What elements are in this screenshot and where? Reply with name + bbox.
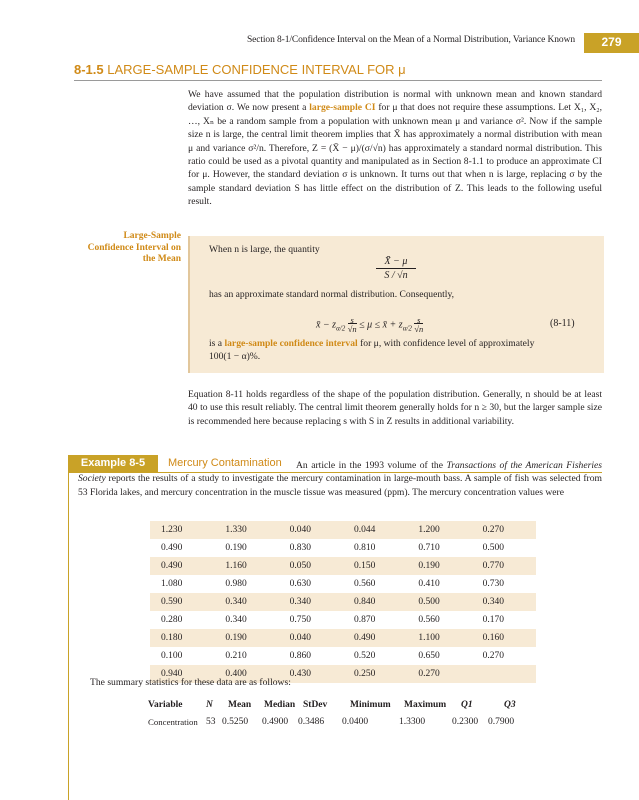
table-cell: 0.410 (418, 579, 440, 589)
concl-text-3: 100(1 − α)%. (209, 351, 261, 362)
table-cell: 0.810 (353, 543, 376, 553)
table-cell: 0.250 (343, 665, 407, 683)
section-heading (74, 62, 602, 81)
example-label: Example 8-5 (68, 455, 158, 472)
concl-keyword: large-sample confidence interval (224, 338, 358, 349)
table-row (150, 575, 536, 593)
table-cell: 0.770 (472, 557, 536, 575)
summary-intro: The summary statistics for these data are as follows: (90, 677, 291, 688)
intro-text-1: We have assumed that the population distribution is normal with unknown mean and known standard deviation σ. We now present a (188, 89, 602, 114)
summary-header-stdev: StDev (303, 700, 328, 710)
example-title: Mercury Contamination (168, 457, 282, 469)
summary-value-mean: 0.5250 (222, 717, 249, 727)
table-row (150, 557, 536, 575)
example-rule (68, 455, 69, 800)
intro-text-2: for μ that does not require these assumptions. Let X₁, X₂, …, Xₙ be a random sample from a population with unknown mean μ and variance σ². Now if the sample size n is large, the central limit theorem implies that X̄ has approximately a normal distribution with mean μ and variance σ²/n. Therefore, Z = (X̄ − μ)/(σ/√n) has approximately a standard normal distribution. This ratio could be used as a pivotal quantity and manipulated as in Section 8-1.1 to produce an approximate CI for μ. However, the standard deviation σ is unknown. It turns out that when n is large, replacing σ by the sample standard deviation S has little effect on the distribution of Z. This leads to the following useful result. (188, 102, 602, 208)
summary-header-median: Median (264, 700, 296, 710)
intro-keyword: large-sample CI (309, 102, 376, 114)
summary-header-maximum: Maximum (404, 700, 447, 710)
eq-frac-1-num: s (350, 315, 354, 325)
table-cell: 0.150 (343, 557, 407, 575)
table-cell: 1.160 (214, 557, 278, 575)
ci-equation (316, 316, 423, 334)
table-cell: 0.650 (418, 651, 440, 661)
page-number: 279 (584, 33, 639, 53)
running-header (0, 33, 639, 53)
table-cell: 0.840 (343, 593, 407, 611)
example-text (78, 459, 602, 499)
table-cell: 0.180 (150, 629, 214, 647)
table-cell (472, 665, 536, 683)
summary-value-stdev: 0.3486 (298, 717, 325, 727)
example-text-2: reports the results of a study to investigate the mercury contamination in large-mouth bass. A sample of fish was selected from 53 Florida lakes, and mercury concentration in the muscle tissue was measured (ppm). The mercury concentration values were (78, 473, 602, 498)
section-title: LARGE-SAMPLE CONFIDENCE INTERVAL FOR μ (107, 62, 406, 77)
pivot-fraction (376, 256, 416, 281)
table-cell: 0.500 (482, 543, 505, 553)
table-cell: 0.560 (418, 615, 440, 625)
summary-header-q3: Q3 (504, 700, 516, 710)
table-cell: 0.870 (353, 615, 376, 625)
table-cell: 0.560 (353, 579, 376, 589)
box-intro: When n is large, the quantity (209, 244, 320, 255)
eq-frac-1 (348, 316, 357, 334)
eq-sub-2: α/2 (402, 324, 412, 333)
eq-left: x̄ − z (316, 319, 337, 331)
eq-sub-1: α/2 (336, 324, 346, 333)
summary-header-q1: Q1 (461, 700, 473, 710)
table-cell: 0.270 (482, 651, 505, 661)
table-cell: 0.280 (161, 615, 183, 625)
summary-header-minimum: Minimum (350, 700, 391, 710)
eq-frac-2-num: s (417, 315, 421, 325)
table-cell: 0.270 (407, 665, 471, 683)
box-conclusion (209, 337, 599, 363)
margin-label: Large-Sample Confidence Interval on the Mean (87, 231, 181, 264)
summary-value-minimum: 0.0400 (342, 717, 369, 727)
table-cell: 0.210 (225, 651, 247, 661)
eq-frac-2-den: √n (414, 324, 424, 334)
table-cell: 0.040 (279, 629, 343, 647)
table-cell: 0.190 (214, 629, 278, 647)
table-row (150, 593, 536, 611)
table-cell: 0.190 (225, 543, 247, 553)
summary-value-q3: 0.7900 (488, 717, 515, 727)
table-cell: 0.044 (343, 521, 407, 539)
eq-frac-1-den: √n (347, 324, 357, 334)
table-cell: 0.730 (482, 579, 505, 589)
eq-frac-2 (414, 316, 423, 334)
table-row (150, 647, 536, 665)
intro-paragraph (188, 88, 602, 209)
concl-text-2: for μ, with confidence level of approximately (357, 338, 535, 349)
section-number: 8-1.5 (74, 62, 104, 77)
table-cell: 0.490 (161, 543, 183, 553)
table-row (150, 629, 536, 647)
table-cell: 0.270 (472, 521, 536, 539)
table-cell: 0.430 (279, 665, 343, 683)
table-cell: 1.080 (161, 579, 183, 589)
equation-number: (8-11) (550, 318, 575, 329)
summary-value-n: 53 (206, 717, 216, 727)
table-cell: 0.400 (214, 665, 278, 683)
table-cell: 0.590 (150, 593, 214, 611)
table-cell: 0.050 (279, 557, 343, 575)
table-row (150, 539, 536, 557)
table-cell: 0.630 (289, 579, 312, 589)
running-title: Section 8-1/Confidence Interval on the Mean of a Normal Distribution, Variance Known (246, 35, 575, 45)
table-cell: 0.340 (472, 593, 536, 611)
table-cell: 1.100 (407, 629, 471, 647)
table-cell: 0.040 (279, 521, 343, 539)
table-cell: 0.190 (407, 557, 471, 575)
table-cell: 0.170 (482, 615, 505, 625)
pivot-denominator: S / √n (384, 270, 408, 281)
summary-value-q1: 0.2300 (452, 717, 479, 727)
summary-value-median: 0.4900 (262, 717, 289, 727)
table-cell: 0.500 (407, 593, 471, 611)
box-after: has an approximate standard normal distribution. Consequently, (209, 289, 455, 300)
eq-mid: ≤ μ ≤ x̄ + z (359, 319, 403, 331)
table-cell: 0.490 (150, 557, 214, 575)
paragraph-2: Equation 8-11 holds regardless of the shape of the population distribution. Generally, n should be at least 40 to use this result reliably. The central limit theorem generally holds for n ≥ 30, but the larger sample size is recommended here because replacing s with S in Z results in additional variability. (188, 389, 602, 427)
table-cell: 0.940 (150, 665, 214, 683)
mercury-table (150, 521, 536, 683)
table-row (150, 611, 536, 629)
table-cell: 0.830 (289, 543, 312, 553)
example-text-1: An article in the 1993 volume of the (296, 460, 447, 471)
table-cell: 0.490 (343, 629, 407, 647)
definition-box (188, 236, 604, 373)
table-row (150, 521, 536, 539)
summary-header-variable: Variable (148, 700, 183, 710)
table-cell: 1.200 (407, 521, 471, 539)
table-cell: 0.710 (418, 543, 440, 553)
table-cell: 0.340 (214, 593, 278, 611)
table-cell: 1.230 (150, 521, 214, 539)
table-cell: 0.100 (161, 651, 183, 661)
table-cell: 0.980 (225, 579, 247, 589)
concl-text-1: is a (209, 338, 225, 349)
summary-header-n: N (206, 700, 213, 710)
table-cell: 0.340 (225, 615, 247, 625)
pivot-numerator: X̄ − μ (384, 256, 408, 267)
summary-header-mean: Mean (228, 700, 252, 710)
table-cell: 0.340 (279, 593, 343, 611)
table-cell: 0.750 (289, 615, 312, 625)
table-cell: 0.160 (472, 629, 536, 647)
table-cell: 0.860 (289, 651, 312, 661)
summary-value-maximum: 1.3300 (399, 717, 426, 727)
summary-value-variable: Concentration (148, 717, 198, 727)
table-cell: 0.520 (353, 651, 376, 661)
table-cell: 1.330 (214, 521, 278, 539)
journal-name: Transactions of the American Fisheries Society (78, 460, 602, 485)
